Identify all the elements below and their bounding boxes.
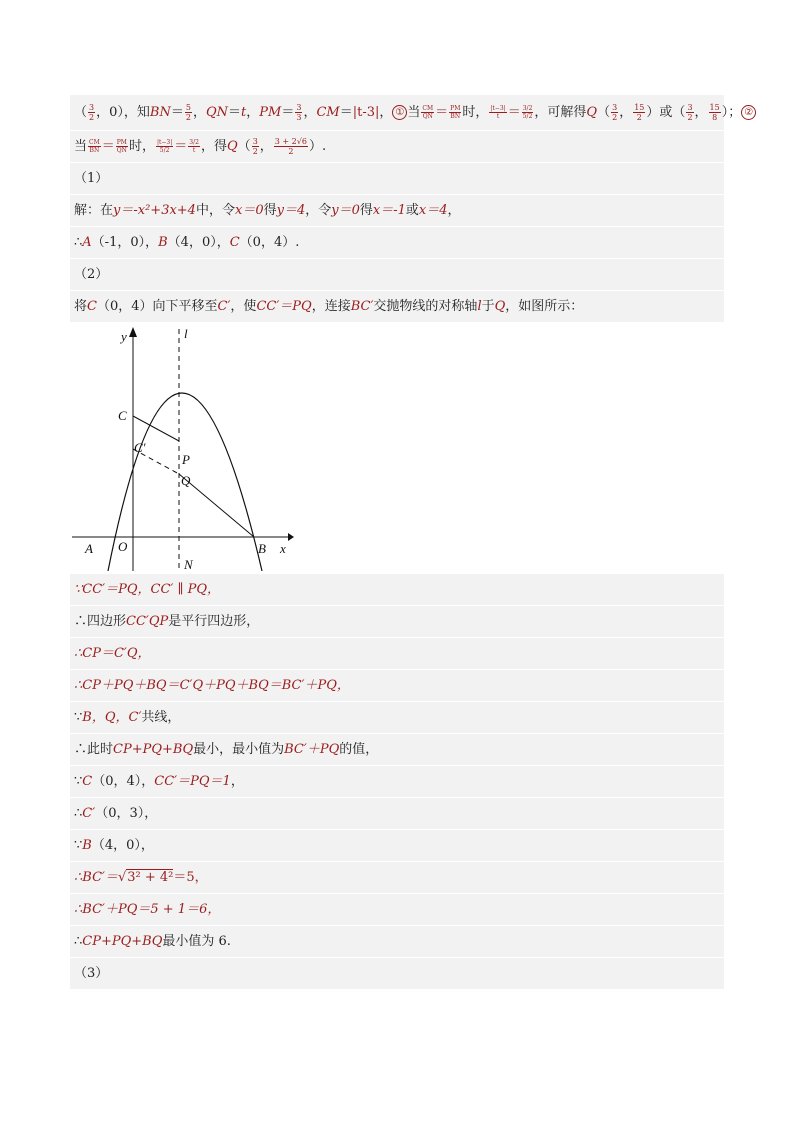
text: ）； bbox=[721, 105, 742, 120]
label-o: O bbox=[118, 539, 128, 554]
line-1: （ $\frac{3}{2}$ ，0），知BN＝ $\frac{5}{2}$ ，QN＝t，PM＝ $\frac{3}{3}$ ，CM＝|t-3|， ① 当 $\frac{CM}{QN}$ ＝ $\frac{PM}{BN}$ 时， $\frac{|t-3|}{t}$ ＝ $\frac{3/2}{5/2}$ ，可解得Q（ $\frac{3}{2}$ ， $\frac{15}{2}$ ）或（ $\frac{3}{2}$ ， $\frac{15}{8}$ ）； ② bbox=[70, 95, 724, 130]
text: ＝ bbox=[170, 105, 184, 120]
y-arrow-icon bbox=[129, 327, 137, 337]
fraction: $\frac{CM}{BN}$ bbox=[89, 139, 100, 154]
fraction: $\frac{3 + 2√6}{2}$ bbox=[274, 137, 307, 156]
text: 或 bbox=[659, 105, 673, 120]
math: QN bbox=[205, 105, 228, 120]
text: ＝ bbox=[228, 105, 242, 120]
circled-one: ① bbox=[392, 105, 407, 120]
line-6: （2） bbox=[70, 259, 724, 290]
line-13: ∴此时CP+PQ+BQ最小，最小值为BC′＋PQ的值， bbox=[70, 734, 724, 765]
fraction: $\frac{5}{2}$ bbox=[185, 103, 191, 122]
line-16: ∵B（4，0）， bbox=[70, 830, 724, 861]
line-9: ∴四边形CC′QP是平行四边形， bbox=[70, 606, 724, 637]
label-y: y bbox=[121, 329, 127, 344]
text: ， bbox=[246, 105, 260, 120]
line-5: ∴A（-1，0），B（4，0），C（0，4）. bbox=[70, 227, 724, 258]
line-17: ∴BC′＝√3² + 4²＝5， bbox=[70, 862, 724, 893]
label-a: A bbox=[85, 541, 93, 556]
math: t bbox=[241, 105, 247, 120]
fraction: $\frac{3}{2}$ bbox=[252, 137, 258, 156]
line-2: 当 $\frac{CM}{BN}$ ＝ $\frac{PM}{QN}$ 时， $\frac{|t-3|}{5/2}$ ＝ $\frac{3/2}{t}$ ，得Q（ $\frac{3}{2}$ ， $\frac{3 + 2√6}{2}$ ）. bbox=[70, 131, 724, 162]
line-19: ∴CP+PQ+BQ最小值为 6. bbox=[70, 926, 724, 957]
text: ， bbox=[303, 105, 317, 120]
math: Q bbox=[586, 105, 598, 120]
label-l: l bbox=[184, 326, 188, 341]
line-18: ∴BC′＋PQ＝5 + 1＝6， bbox=[70, 894, 724, 925]
text: ，可解得 bbox=[534, 105, 587, 120]
math: Q bbox=[227, 139, 238, 154]
label-c-prime: C′ bbox=[134, 440, 146, 455]
text: ， bbox=[192, 105, 206, 120]
line-4: 解：在y＝-x²+3x+4中，令x＝0得y＝4，令y＝0得x＝-1或x＝4， bbox=[70, 195, 724, 226]
text: 当 bbox=[407, 105, 421, 120]
fraction: $\frac{3/2}{t}$ bbox=[189, 139, 199, 154]
x-arrow-icon bbox=[288, 533, 294, 541]
line-3: （1） bbox=[70, 163, 724, 194]
fraction: $\frac{15}{2}$ bbox=[634, 103, 645, 122]
text: （ bbox=[74, 105, 88, 120]
line-11: ∴CP＋PQ＋BQ＝C′Q＋PQ＋BQ＝BC′＋PQ， bbox=[70, 670, 724, 701]
fraction: $\frac{15}{8}$ bbox=[709, 103, 720, 122]
fraction: $\frac{3}{3}$ bbox=[296, 103, 302, 122]
circled-two: ② bbox=[741, 105, 756, 120]
label-x: x bbox=[280, 541, 286, 556]
line-10: ∴CP＝C′Q， bbox=[70, 638, 724, 669]
math: CM bbox=[316, 105, 340, 120]
text: ，0），知 bbox=[96, 105, 150, 120]
line-7: 将C（0，4）向下平移至C′，使CC′＝PQ，连接BC′交抛物线的对称轴l于Q，如图所示： bbox=[70, 291, 724, 322]
text: 时， bbox=[128, 139, 155, 154]
text: 时， bbox=[462, 105, 489, 120]
text: ＝ bbox=[339, 105, 353, 120]
label-n: N bbox=[184, 557, 193, 571]
label-p: P bbox=[182, 452, 190, 467]
fraction: $\frac{3}{2}$ bbox=[612, 103, 618, 122]
label-b: B bbox=[258, 541, 266, 556]
line-8: ∵CC′＝PQ，CC′ ∥ PQ， bbox=[70, 574, 724, 605]
text: ＝ bbox=[281, 105, 295, 120]
fraction: $\frac{3}{2}$ bbox=[89, 103, 95, 122]
fraction: $\frac{PM}{BN}$ bbox=[450, 105, 461, 120]
math: BN bbox=[149, 105, 171, 120]
parabola-figure bbox=[72, 325, 294, 571]
fraction: $\frac{PM}{QN}$ bbox=[116, 139, 127, 154]
line-14: ∵C（0，4），CC′＝PQ＝1， bbox=[70, 766, 724, 797]
line-12: ∵B，Q，C′共线， bbox=[70, 702, 724, 733]
fraction: $\frac{|t-3|}{5/2}$ bbox=[156, 139, 173, 154]
text: ，得 bbox=[200, 139, 227, 154]
text: ）. bbox=[308, 139, 327, 154]
solution-page bbox=[70, 95, 754, 990]
label-c: C bbox=[118, 408, 127, 423]
fraction: $\frac{3}{2}$ bbox=[687, 103, 693, 122]
fraction: $\frac{|t-3|}{t}$ bbox=[490, 105, 506, 120]
math: PM bbox=[259, 105, 282, 120]
figure-row bbox=[70, 323, 724, 573]
text: 当 bbox=[74, 139, 88, 154]
fraction: $\frac{CM}{QN}$ bbox=[422, 105, 434, 120]
text: ， bbox=[379, 105, 393, 120]
cp-segment bbox=[133, 416, 179, 441]
math: |t-3| bbox=[352, 105, 380, 120]
label-q: Q bbox=[181, 473, 191, 488]
line-20: （3） bbox=[70, 958, 724, 989]
nested-fraction: $\frac{3/2}{5/2}$ bbox=[522, 105, 533, 120]
line-15: ∴C′（0，3）， bbox=[70, 798, 724, 829]
